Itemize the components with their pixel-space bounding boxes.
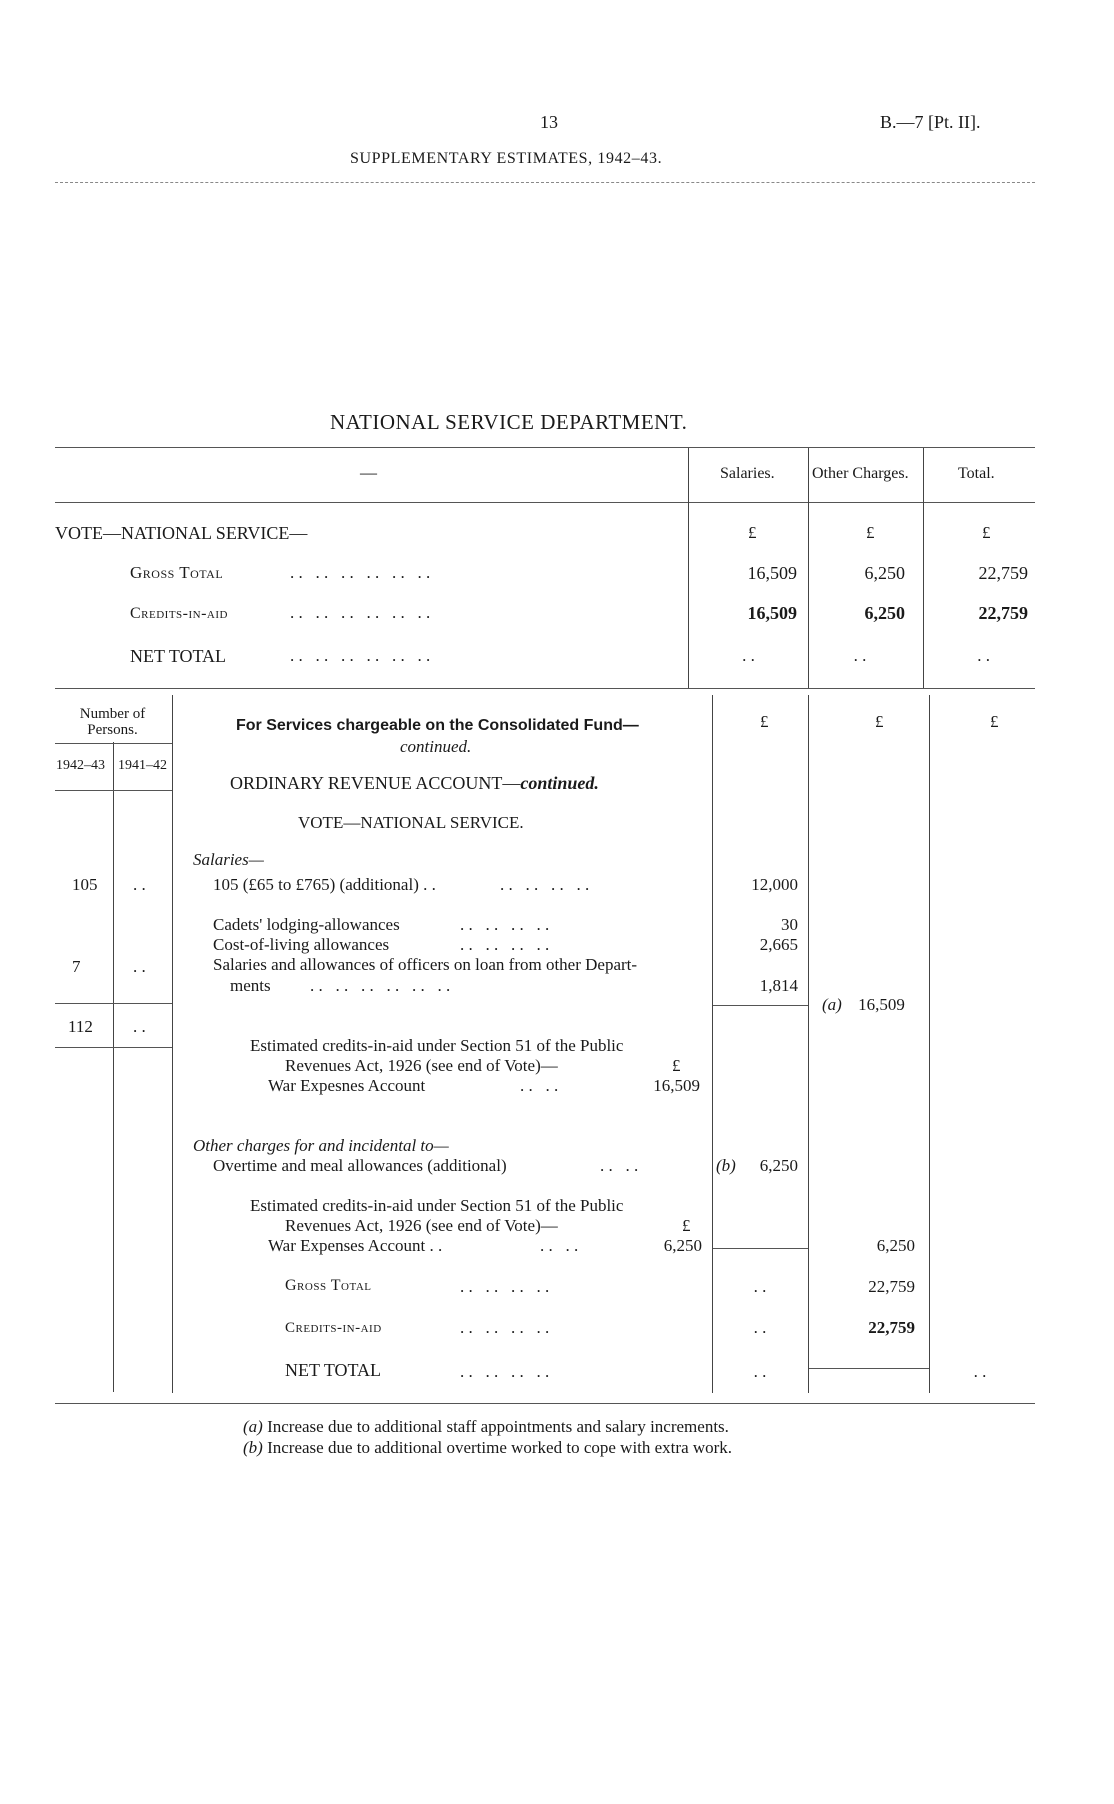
persons-1941: . . xyxy=(133,1017,146,1036)
summary-net-salaries: . . xyxy=(742,646,755,665)
leader-dots: . . . . . . . . xyxy=(460,1362,550,1381)
other-item-text: Overtime and meal allowances (additional) xyxy=(213,1156,507,1175)
leader-dots: . . . . . . . . xyxy=(460,1318,550,1337)
other-item-amount: 6,250 xyxy=(759,1156,798,1175)
leader-dots: . . . . . . . . . . . . xyxy=(310,976,451,995)
detail-item-text: Salaries and allowances of officers on loan from other Depart- xyxy=(213,955,638,974)
salaries-heading: Salaries— xyxy=(193,850,264,869)
detail-item-text: Cost-of-living allowances xyxy=(213,935,390,954)
leader-dots: . . . . . . . . . . . . xyxy=(290,603,431,622)
footnote-b: (b) Increase due to additional overtime worked to cope with extra work. xyxy=(243,1438,733,1457)
detail-credits-col1: . . xyxy=(753,1318,767,1337)
currency-other: £ xyxy=(866,523,875,542)
detail-item-text: ments xyxy=(230,976,271,995)
detail-net-col1: . . xyxy=(753,1362,767,1381)
vote-title: VOTE—NATIONAL SERVICE. xyxy=(298,813,524,832)
summary-col-salaries: Salaries. xyxy=(720,465,775,482)
detail-currency-1: £ xyxy=(760,712,769,731)
leader-dots: . . . . . . . . xyxy=(460,935,550,954)
page-title: NATIONAL SERVICE DEPARTMENT. xyxy=(330,410,688,434)
leader-dots: . . . . xyxy=(540,1236,579,1255)
summary-net-total: . . xyxy=(977,646,990,665)
credits-2-line1: Estimated credits-in-aid under Section 51 of the Public xyxy=(250,1196,624,1215)
detail-credits-label: Credits-in-aid xyxy=(285,1320,382,1336)
summary-credits-other: 6,250 xyxy=(864,603,905,623)
leader-dots: . . . . . . . . xyxy=(460,915,550,934)
detail-currency-2: £ xyxy=(875,712,884,731)
summary-credits-total: 22,759 xyxy=(978,603,1028,623)
detail-net-label: NET TOTAL xyxy=(285,1360,382,1380)
persons-1941: . . xyxy=(133,957,146,976)
salaries-item-amount: 12,000 xyxy=(751,875,798,894)
detail-credits-col2: 22,759 xyxy=(868,1318,915,1337)
summary-gross-other: 6,250 xyxy=(864,563,905,583)
detail-item-amount: 30 xyxy=(781,915,798,934)
credits-2-amount: 6,250 xyxy=(663,1236,702,1255)
currency-salaries: £ xyxy=(748,523,757,542)
persons-1942: 112 xyxy=(68,1017,93,1036)
summary-net-label: NET TOTAL xyxy=(130,646,227,666)
summary-gross-label: Gross Total xyxy=(130,563,224,582)
persons-1942: 105 xyxy=(72,875,98,894)
persons-header: Number of Persons. xyxy=(79,706,146,738)
leader-dots: . . . . . . . . . . . . xyxy=(290,646,431,665)
detail-gross-col2: 22,759 xyxy=(868,1277,915,1296)
persons-1941: . . xyxy=(133,875,146,894)
leader-dots: . . . . xyxy=(600,1156,639,1175)
credits-1-pound: £ xyxy=(672,1056,681,1075)
summary-gross-total: 22,759 xyxy=(978,563,1028,583)
page-subtitle: SUPPLEMENTARY ESTIMATES, 1942–43. xyxy=(350,150,663,167)
leader-dots: . . . . xyxy=(520,1076,559,1095)
other-item-note: (b) xyxy=(716,1156,736,1175)
leader-dots: . . . . . . . . . . . . xyxy=(290,563,431,582)
detail-gross-label: Gross Total xyxy=(285,1277,372,1294)
summary-col-total: Total. xyxy=(958,465,995,482)
detail-currency-3: £ xyxy=(990,712,999,731)
credits-1-line1: Estimated credits-in-aid under Section 51 of the Public xyxy=(250,1036,624,1055)
leader-dots: . . . . . . . . xyxy=(500,875,590,894)
credits-2-line2: Revenues Act, 1926 (see end of Vote)— xyxy=(285,1216,558,1235)
salaries-item-text: 105 (£65 to £765) (additional) . . xyxy=(213,875,436,894)
detail-item-amount: 1,814 xyxy=(759,976,798,995)
header-rule xyxy=(55,182,1035,183)
summary-col-other: Other Charges. xyxy=(812,465,909,482)
detail-net-col3: . . xyxy=(973,1362,987,1381)
page-number: 13 xyxy=(540,112,558,132)
year-1942-43: 1942–43 xyxy=(56,758,105,773)
detail-item-text: Cadets' lodging-allowances xyxy=(213,915,400,934)
document-reference: B.—7 [Pt. II]. xyxy=(880,112,981,132)
leader-dots: . . . . . . . . xyxy=(460,1277,550,1296)
salaries-total: (a) 16,509 xyxy=(822,995,905,1014)
credits-1-line3: War Expesnes Account xyxy=(268,1076,426,1095)
credits-2-line3: War Expenses Account . . xyxy=(268,1236,443,1255)
other-heading: Other charges for and incidental to— xyxy=(193,1136,449,1155)
other-total: 6,250 xyxy=(876,1236,915,1255)
footnote-a: (a) Increase due to additional staff appointments and salary increments. xyxy=(243,1417,729,1436)
summary-net-other: . . xyxy=(853,646,867,665)
detail-item-amount: 2,665 xyxy=(759,935,798,954)
summary-vote-label: VOTE—NATIONAL SERVICE— xyxy=(55,523,308,543)
section-title-continued: continued. xyxy=(400,737,472,756)
credits-2-pound: £ xyxy=(682,1216,691,1235)
year-1941-42: 1941–42 xyxy=(118,758,167,773)
persons-1942: 7 xyxy=(72,957,81,976)
summary-col-blank: — xyxy=(360,463,377,482)
summary-credits-label: Credits-in-aid xyxy=(130,605,228,622)
detail-gross-col1: . . xyxy=(753,1277,767,1296)
section-title: For Services chargeable on the Consolidated Fund— xyxy=(236,717,639,734)
currency-total: £ xyxy=(982,523,991,542)
credits-1-line2: Revenues Act, 1926 (see end of Vote)— xyxy=(285,1056,558,1075)
summary-credits-salaries: 16,509 xyxy=(747,603,797,623)
summary-gross-salaries: 16,509 xyxy=(747,563,797,583)
account-title: ORDINARY REVENUE ACCOUNT—continued. xyxy=(230,773,599,793)
credits-1-amount: 16,509 xyxy=(653,1076,700,1095)
